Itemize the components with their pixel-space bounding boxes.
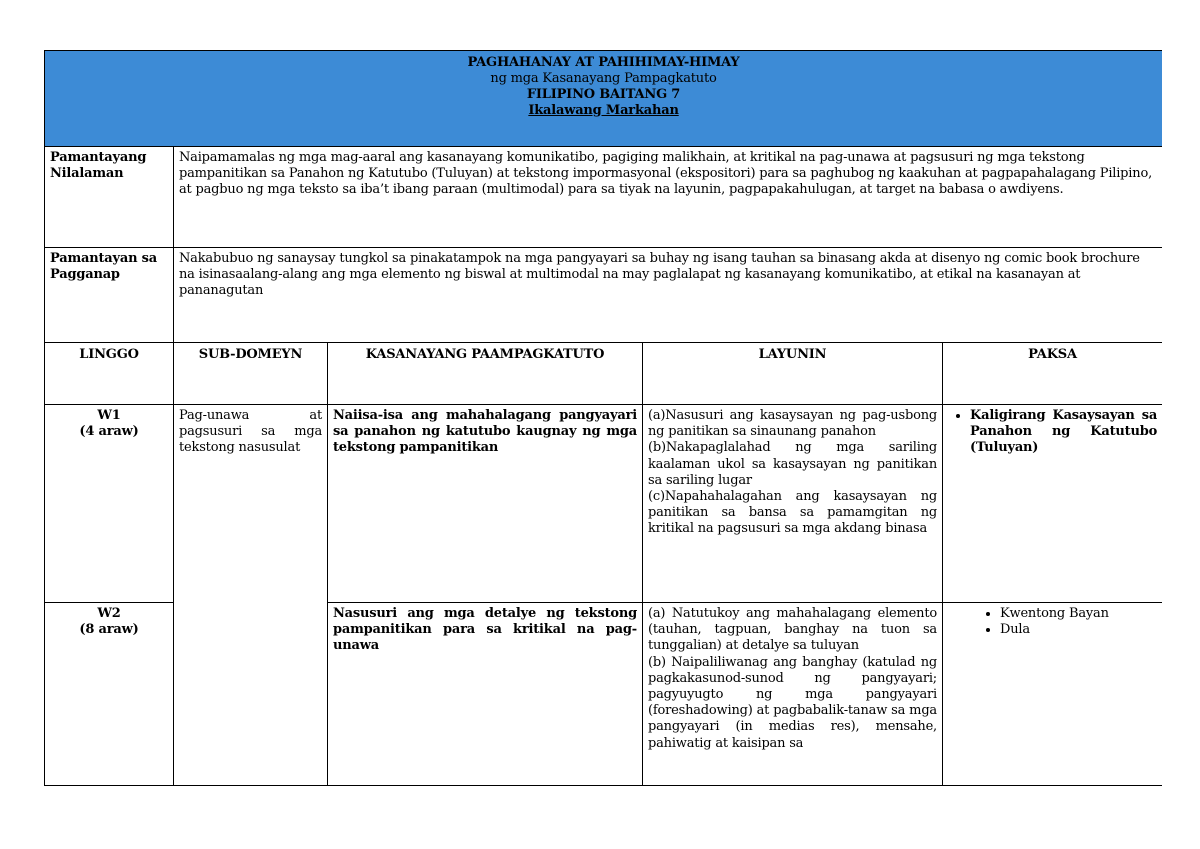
objective-item: (a)Nasusuri ang kasaysayan ng pag-usbong ng panitikan sa sinaunang panahon	[648, 408, 937, 440]
column-header-linggo: LINGGO	[45, 343, 174, 405]
topic-item: • Kwentong Bayan	[1000, 606, 1157, 622]
week-label: W2	[97, 606, 121, 621]
topic-list	[948, 606, 1157, 638]
column-header-row	[45, 343, 1163, 405]
objectives-cell	[643, 603, 943, 786]
column-header-kasanayan: KASANAYANG PAAMPAGKATUTO	[328, 343, 643, 405]
objective-item: (b) Naipaliliwanag ang banghay (katulad ng pagkakasunod-sunod ng pangyayari; pagyuyugto ng mga pangyayari (foreshadowing) at pagbabalik-tanaw sa mga pangyayari (in medias res), mensahe, pahiwatig at kaisipan sa	[648, 654, 937, 751]
column-header-paksa: PAKSA	[943, 343, 1163, 405]
topic-item: • Kaligirang Kasaysayan sa Panahon ng Katutubo (Tuluyan)	[970, 408, 1157, 457]
topics-cell	[943, 405, 1163, 603]
standard-text: Nakabubuo ng sanaysay tungkol sa pinakatampok na mga pangyayari sa buhay ng isang tauhan sa binasang akda at disenyo ng comic book brochure na isinasaalang-alang ang mga elemento ng biswal at multimodal na may paglalapat ng kasanayang komunikatibo, at etikal na kasanayan at pananagutan	[174, 248, 1163, 343]
standard-row-performance	[45, 248, 1163, 343]
column-header-layunin: LAYUNIN	[643, 343, 943, 405]
subdomain-cell: Pag-unawa at pagsusuri sa mga tekstong nasusulat	[174, 405, 328, 786]
competency-cell: Naiisa-isa ang mahahalagang pangyayari sa panahon ng katutubo kaugnay ng mga tekstong pampanitikan	[328, 405, 643, 603]
topic-list	[948, 408, 1157, 457]
competency-cell: Nasusuri ang mga detalye ng tekstong pampanitikan para sa kritikal na pag-unawa	[328, 603, 643, 786]
column-header-subdomeyn: SUB-DOMEYN	[174, 343, 328, 405]
standard-text: Naipamamalas ng mga mag-aaral ang kasanayang komunikatibo, pagiging malikhain, at kritikal na pag-unawa at pagsusuri ng mga tekstong pampanitikan sa Panahon ng Katutubo (Tuluyan) at tekstong impormasyonal (ekspositori) para sa paghubog ng kaakuhan at pagpapahalagang Pilipino, at pagbuo ng mga teksto sa iba’t ibang paraan (multimodal) para sa tiyak na layunin, pagpapakahulugan, at target na babasa o awdiyens.	[174, 147, 1163, 248]
week-cell	[45, 405, 174, 603]
week-cell	[45, 603, 174, 786]
objectives-cell	[643, 405, 943, 603]
subject-title: FILIPINO BAITANG 7	[526, 87, 681, 102]
topics-cell	[943, 603, 1163, 786]
week-days: (4 araw)	[79, 424, 139, 440]
standard-label: Pamantayan sa Pagganap	[45, 248, 174, 343]
document-subtitle: ng mga Kasanayang Pampagkatuto	[490, 71, 717, 86]
objective-item: (b)Nakapaglalahad ng mga sariling kaalaman ukol sa kasaysayan ng panitikan sa sariling lugar	[648, 440, 937, 488]
week-label: W1	[97, 408, 121, 423]
title-block	[45, 51, 1163, 147]
objective-item: (a) Natutukoy ang mahahalagang elemento (tauhan, tagpuan, banghay na tuon sa tunggalian) at detalye sa tuluyan	[648, 606, 937, 654]
quarter-title: Ikalawang Markahan	[528, 103, 679, 118]
title-row	[45, 51, 1163, 147]
table-row	[45, 405, 1163, 603]
topic-item: • Dula	[1000, 622, 1157, 638]
standard-row-content	[45, 147, 1163, 248]
objective-item: (c)Napahahalagahan ang kasaysayan ng panitikan sa bansa sa pamamgitan ng kritikal na pagsusuri sa mga akdang binasa	[648, 489, 937, 537]
curriculum-table	[44, 50, 1162, 786]
document-page	[44, 50, 1162, 786]
document-title: PAGHAHANAY AT PAHIHIMAY-HIMAY	[467, 55, 740, 70]
standard-label: Pamantayang Nilalaman	[45, 147, 174, 248]
week-days: (8 araw)	[79, 622, 139, 638]
